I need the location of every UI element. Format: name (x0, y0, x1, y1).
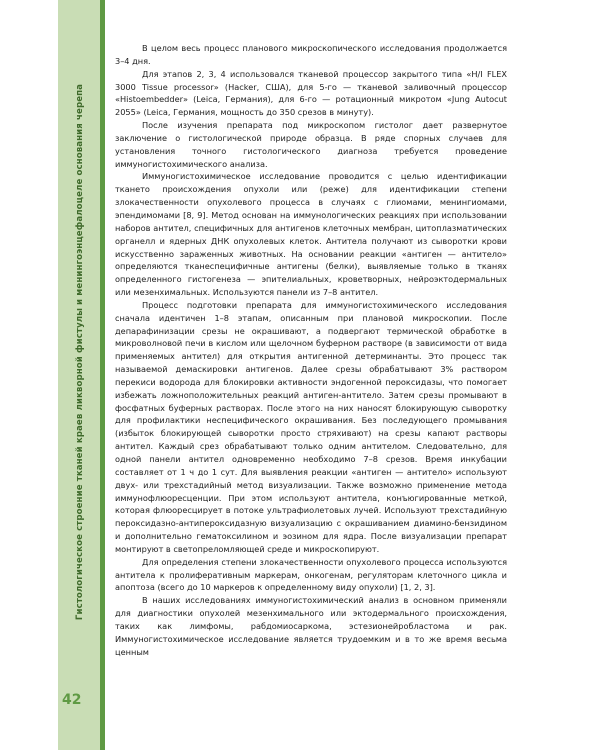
paragraph: Иммуногистохимическое исследование проводится с целью идентификации ткането происхождения опухоли или (реже) для идентификации степени злокачественности опухолевого процесса в случаях с глиомами, менингиомами, эпендимомами [8, 9]. Метод основан на иммунологических реакциях при использовании наборов антител, специфичных для антигенов клеточных мембран, цитоплазматических органелл и ядерных ДНК опухолевых клеток. Антитела получают из сыворотки крови искусственно зараженных животных. На основании реакции «антиген — антитело» определяются тканеспецифичные антигены (белки), выявляемые только в тканях определенного гистогенеза — эпителиальных, кроветворных, нейроэктодермальных или мезенхимальных. Используются панели из 7–8 антител. (115, 171, 507, 298)
page-number: 42 (62, 692, 82, 708)
paragraph: В целом весь процесс планового микроскопического исследования продолжается 3–4 дня. (115, 43, 507, 66)
margin-rule (100, 0, 105, 750)
paragraph: Для определения степени злокачественности опухолевого процесса используются антитела к пролиферативным маркерам, онкогенам, регуляторам клеточного цикла и апоптоза (всего до 10 маркеров к определенному виду опухоли) [1, 2, 3]. (115, 556, 507, 593)
paragraph: Для этапов 2, 3, 4 использовался тканевой процессор закрытого типа «H/I FLEX 3000 Tissue processor» (Hacker, США), для 5-го — тканевой заливочный процессор «Histoembedder» (Leica, Германия), для 6-го — ротационный микротом «Jung Autocut 2055» (Leica, Германия, мощность до 350 срезов в минуту). (115, 68, 507, 118)
body-text (115, 42, 507, 659)
paragraph: После изучения препарата под микроскопом гистолог дает развернутое заключение о гистологической природе образца. В ряде спорных случаев для установления точного гистологического диагноза требуется проведение иммуногистохимического анализа. (115, 120, 507, 169)
paragraph: В наших исследованиях иммуногистохимический анализ в основном применяли для диагностики опухолей мезенхимального или эктодермального происхождения, таких как лимфомы, рабдомиосаркома, эстезионейробластома и рак. Иммуногистохимическое исследование является трудоемким и в то же время весьма ценным (115, 595, 507, 657)
running-title: Гистологическое строение тканей краев ликворной фистулы и менингоэнцефалоцеле основания черепа (75, 83, 85, 621)
paragraph: Процесс подготовки препарата для иммуногистохимического исследования сначала идентичен 1–8 этапам, описанным при плановой микроскопии. После депарафинизации срезы не окрашивают, а подвергают термической обработке в микроволновой печи в кислом или щелочном буферном растворе (в зависимости от вида применяемых антител) для открытия антигенной детерминанты. Это процесс так называемой демаскировки антигенов. Далее срезы обрабатывают 3% раствором перекиси водорода для блокировки активности эндогенной пероксидазы, что помогает избежать ложноположительных реакций антиген-антитело. Затем срезы промывают в фосфатных буферных растворах. После этого на них наносят блокирующую сыворотку для профилактики неспецифического окрашивания. Без последующего промывания (избыток блокирующей сыворотки просто стряхивают) на срезы капают растворы антител. Каждый срез обрабатывают только одним антителом. Следовательно, для одной панели антител одновременно необходимо 7–8 срезов. Время инкубации составляет от 1 ч до 1 сут. Для выявления реакции «антиген — антитело» используют двух- или трехстадийный метод визуализации. Также возможно применение метода иммунофлюоресценции. При этом используют антитела, конъюгированные меткой, которая флюоресцирует в потоке ультрафиолетовых лучей. Используют трехстадийную пероксидазно-антипероксидазную визуализацию с окрашиванием диамино-бензидином и дополнительно гематоксилином и эозином для ядра. После визуализации препарат монтируют в светопреломляющей среде и микроскопируют. (115, 299, 507, 554)
